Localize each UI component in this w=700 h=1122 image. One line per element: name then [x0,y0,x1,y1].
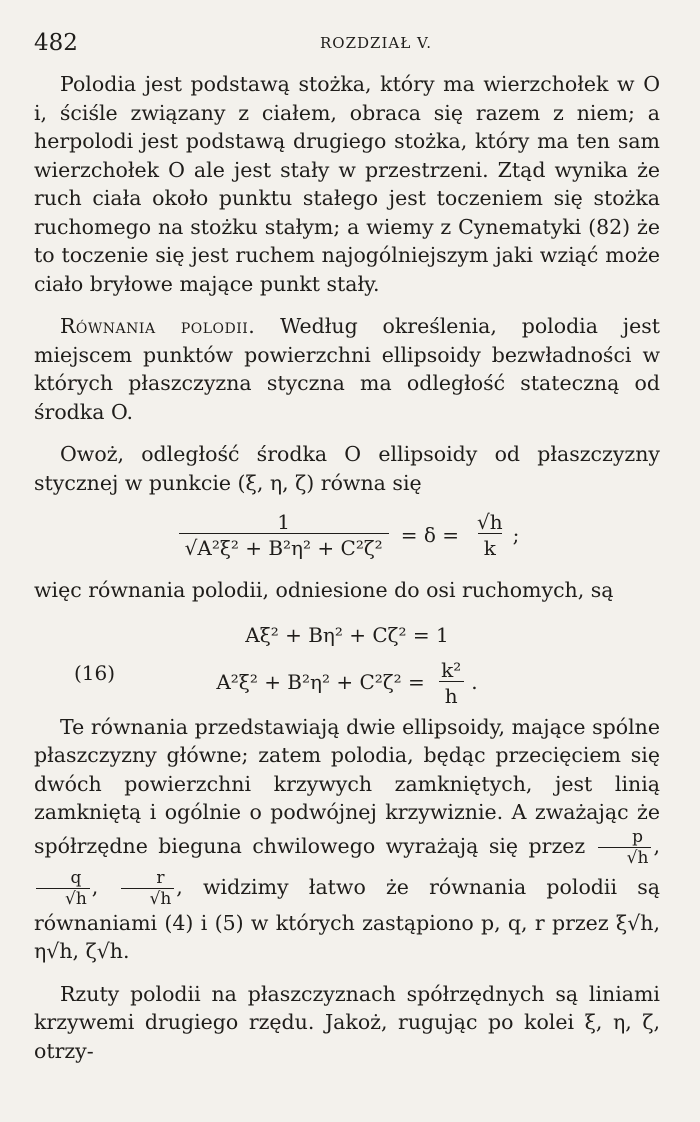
equation-system-16 [34,617,660,708]
paragraph-odleglosc: Owoż, odległość środka O ellipsoidy od płaszczyzny stycznej w punkcie (ξ, η, ζ) równa się [34,442,660,495]
equation-line-2: A²ξ² + B²η² + C²ζ² = $\frac{\text{k²}}{h}$ . [216,657,478,708]
paragraph-wiec: więc równania polodii, odniesione do osi ruchomych, są [34,578,614,602]
fraction-right: $\frac{√h}{k}$ [476,510,503,560]
running-head: ROZDZIAŁ V. [320,34,433,52]
paragraph-rownania [34,312,660,426]
equation-distance: $\frac{1}{\text{√A²ξ² + B²η² + C²ζ²}}$ = δ = $\frac{√h}{k}$ ; [34,511,660,560]
fraction-left: $\frac{1}{\text{√A²ξ² + B²η² + C²ζ²}}$ [179,511,389,560]
paragraph-rownania-text: Według określenia, polodia jest miejscem punktów powierzchni ellipsoidy bezwładności w których płaszczyzna styczna ma odległość stateczną od środka O. [34,314,660,424]
paragraph-rzuty: Rzuty polodii na płaszczyznach spółrzędnych są liniami krzywemi drugiego rzędu. Jakoż, rugując po kolei ξ, η, ζ, otrzy- [34,981,660,1063]
paragraph-ellipsoidy: Te równania przedstawiają dwie ellipsoidy, mające spólne płaszczyzny główne; zatem polodia, będąc przecięciem się dwóch powierzchni krzywych zamkniętych, jest linią zamkniętą i ogólnie o podwójnej krzywiznie. A zważając że spółrzędne bieguna chwilowego wyrażają się przez $\frac{p}{√h}$ , $\frac{q}{√h}$ , $\frac{r}{√h}$ , widzimy łatwo że równania polodii są równaniami (4) i (5) w których zastąpiono p, q, r przez ξ√h, η√h, ζ√h. [34,714,660,963]
equation-line-1: Aξ² + Bη² + Cζ² = 1 [245,622,449,647]
page-header [34,30,666,60]
equation-number: (16) [74,660,116,685]
paragraph-polodia: Polodia jest podstawą stożka, który ma wierzchołek w O i, ściśle związany z ciałem, obraca się razem z niem; a herpolodi jest podstawą drugiego stożka, który ma ten sam wierzchołek O ale jest stały w przestrzeni. Ztąd wynika że ruch ciała około punktu stałego jest toczeniem się stożka ruchomego na stożku stałym; a wiemy z Cynematyki (82) że to toczenie się jest ruchem najogólniejszym jaki wziąć może ciało bryłowe mające punkt stały. [34,72,660,296]
body-text [34,70,660,1065]
page-number: 482 [34,30,78,56]
section-title: Równania polodii. [60,314,256,338]
